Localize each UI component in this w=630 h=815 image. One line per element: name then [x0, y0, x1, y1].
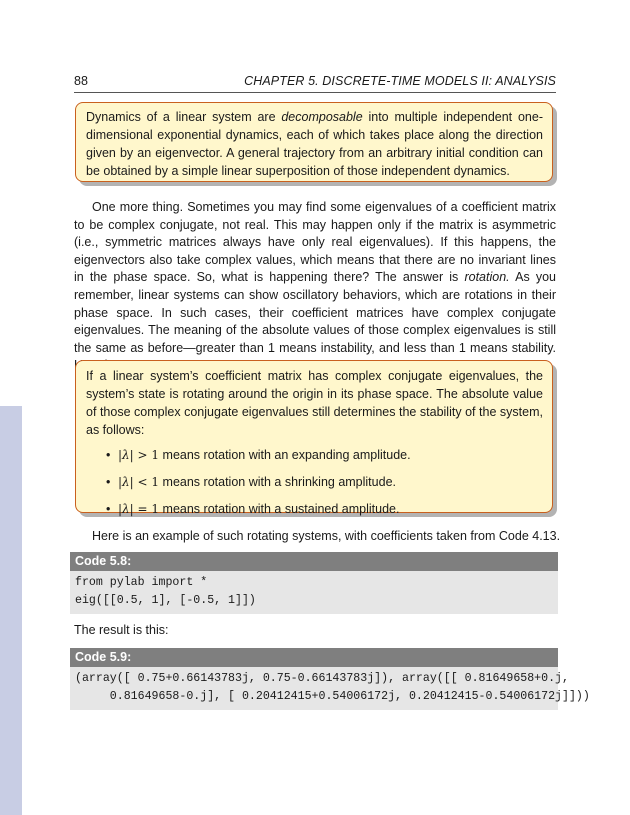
summary-box-decomposable	[75, 102, 553, 182]
page-number: 88	[74, 74, 88, 88]
emphasis-decomposable: decomposable	[281, 110, 363, 124]
emphasis-rotation: rotation.	[464, 270, 510, 285]
summary-box-rotation	[75, 360, 553, 516]
code-block-5-9	[70, 648, 590, 710]
body-paragraph	[74, 199, 556, 375]
list-item	[86, 446, 543, 473]
list-item-text: means rotation with a shrinking amplitude.	[159, 475, 396, 489]
code-body	[70, 571, 558, 614]
summary-box-intro: If a linear system’s coefficient matrix has complex conjugate eigenvalues, the system’s state is rotating around the origin in its phase space. The absolute value of those complex conjugate eigenvalues still determines the stability of the system, as follows:	[86, 369, 543, 437]
code-label: Code 5.9:	[70, 648, 558, 667]
header-rule	[74, 92, 556, 93]
math-expression: |λ| = 1	[118, 502, 160, 516]
paragraph-text-start: One more thing. Sometimes you may find some eigenvalues of a coefficient matrix to be complex conjugate, not real. This may happen only if the matrix is asymmetric (i.e., symmetric matrices always have only real eigenvalues). If this happens, the eigenvectors also take complex values, which means that there are no invariant lines in the phase space. So, what is happening there? The answer is	[74, 200, 556, 285]
stability-list	[86, 446, 543, 527]
code-line: eig([[0.5, 1], [-0.5, 1]])	[75, 594, 256, 607]
summary-text-start: Dynamics of a linear system are	[86, 110, 282, 124]
bullet-icon: •	[106, 502, 111, 516]
page-edge-tab	[0, 406, 22, 815]
list-item-text: means rotation with a sustained amplitude.	[159, 502, 400, 516]
paragraph-text-end: As you remember, linear systems can show oscillatory behaviors, which are rotations in their phase space. In such cases, their coefficient matrices have complex conjugate eigenvalues. The meaning of the absolute values of those complex eigenvalues is still the same as before—greater than 1 means instability, and less than 1 means stability.	[74, 270, 556, 355]
summary-text-end: into multiple independent one-dimensional exponential dynamics, each of which takes place along the direction given by an eigenvector. A general trajectory from an arbitrary initial condition can be obtained by a simple linear superposition of those independent dynamics.	[86, 110, 543, 178]
running-head: CHAPTER 5. DISCRETE-TIME MODELS II: ANALYSIS	[244, 74, 556, 88]
list-item	[86, 473, 543, 500]
bullet-icon: •	[106, 448, 111, 462]
math-expression: |λ| > 1	[118, 448, 160, 462]
bullet-icon: •	[106, 475, 111, 489]
summary-box-text	[86, 108, 543, 180]
result-intro-line: The result is this:	[74, 623, 169, 637]
code-line: 0.81649658-0.j], [ 0.20412415+0.54006172j, 0.20412415-0.54006172j]]))	[75, 690, 590, 703]
code-block-5-8	[70, 552, 558, 614]
list-item	[86, 500, 543, 527]
code-label: Code 5.8:	[70, 552, 558, 571]
code-body	[70, 667, 590, 710]
list-item-text: means rotation with an expanding amplitude.	[159, 448, 411, 462]
code-line: (array([ 0.75+0.66143783j, 0.75-0.66143783j]), array([[ 0.81649658+0.j,	[75, 672, 569, 685]
code-line: from pylab import *	[75, 576, 208, 589]
example-intro-line: Here is an example of such rotating systems, with coefficients taken from Code 4.13.	[92, 529, 561, 543]
math-expression: |λ| < 1	[118, 475, 160, 489]
